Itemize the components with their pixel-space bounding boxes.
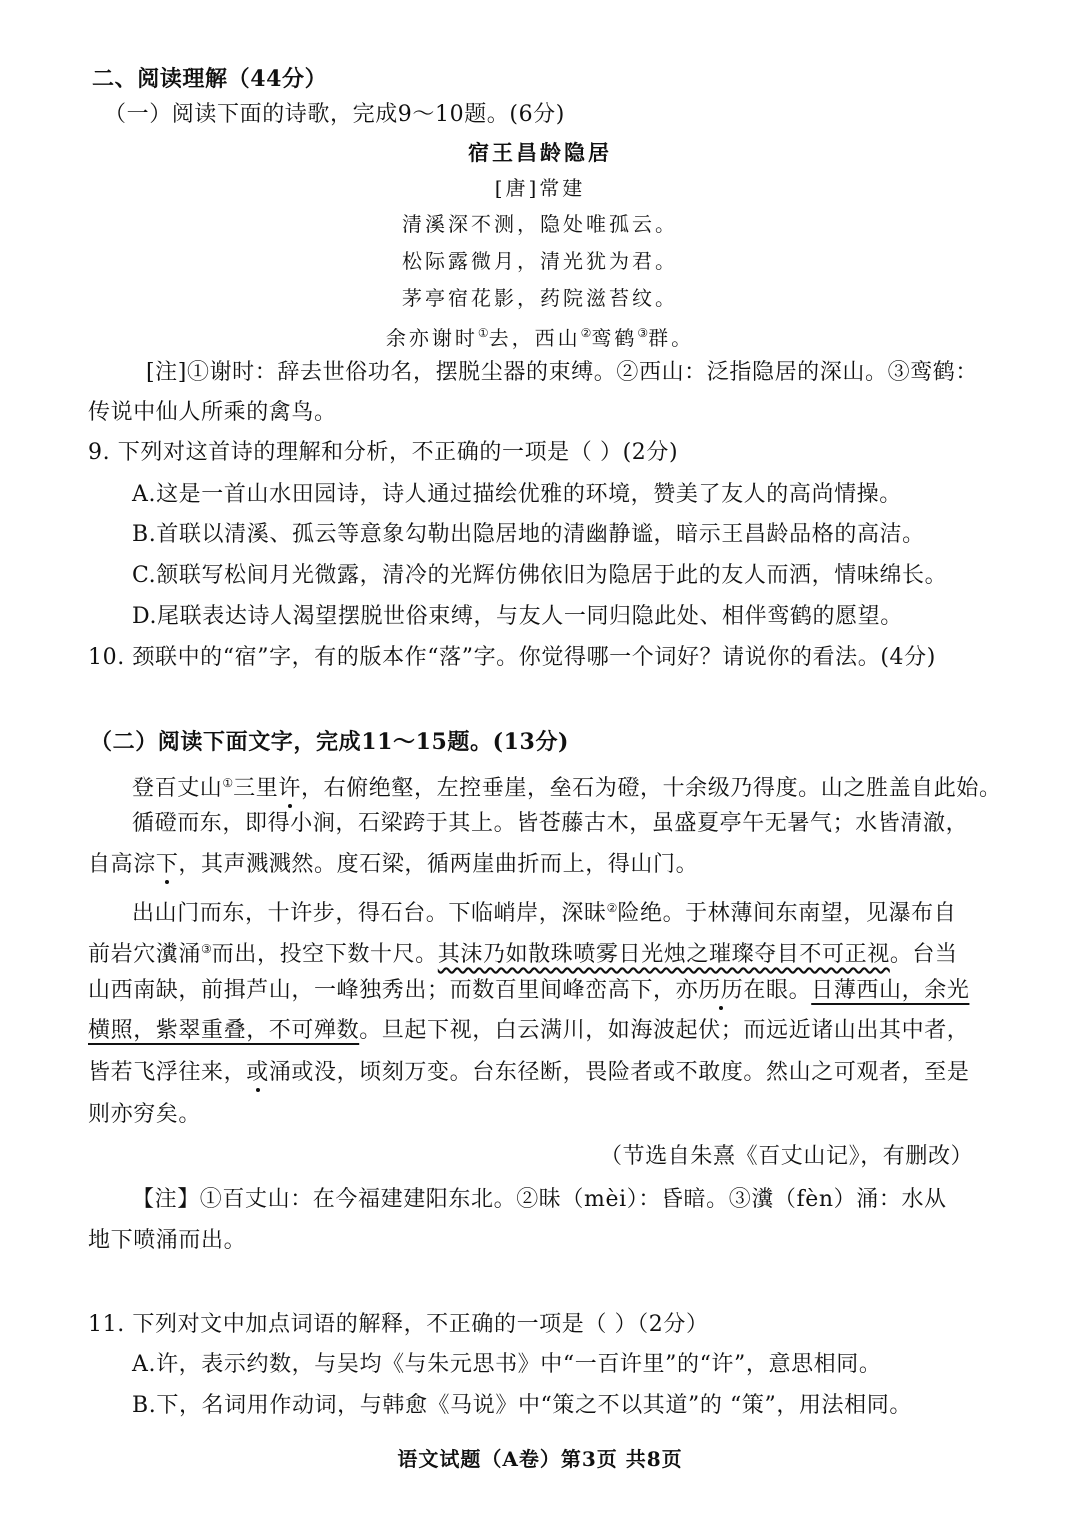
poem-line-1: 清溪深不测，隐处唯孤云。 bbox=[402, 212, 678, 236]
passage-paragraph-3-line-3: 山西南缺，前揖芦山，一峰独秀出；而数百里间峰峦高下，亦历历在眼。日薄西山，余光 bbox=[88, 978, 970, 1003]
poem-line-2: 松际露微月，清光犹为君。 bbox=[402, 249, 678, 273]
dotted-word: 或 bbox=[246, 1060, 269, 1085]
dotted-word: 下 bbox=[155, 852, 179, 877]
part1-heading: （一）阅读下面的诗歌，完成9～10题。(6分) bbox=[104, 102, 565, 127]
question-9-stem: 9. 下列对这首诗的理解和分析，不正确的一项是（ ）(2分) bbox=[88, 440, 679, 465]
passage-paragraph-3-line-2: 前岩穴瀵涌③而出，投空下数十尺。其沫乃如散珠喷雾日光烛之璀璨夺目不可正视。台当 bbox=[88, 942, 958, 967]
passage-paragraph-2-line-2: 自高淙下，其声溅溅然。度石梁，循两崖曲折而上，得山门。 bbox=[88, 852, 699, 877]
poem-line-3: 茅亭宿花影，药院滋苔纹。 bbox=[402, 286, 678, 310]
footnote-mark: ③ bbox=[637, 326, 649, 340]
question-11-option-b: B.下，名词用作动词，与韩愈《马说》中“策之不以其道”的 “策”，用法相同。 bbox=[132, 1393, 912, 1418]
part2-heading: （二）阅读下面文字，完成11～15题。(13分) bbox=[90, 729, 570, 755]
question-9-option-b: B.首联以清溪、孤云等意象勾勒出隐居地的清幽静谧，暗示王昌龄品格的高洁。 bbox=[132, 522, 925, 547]
poem-author: [唐]常建 bbox=[494, 176, 586, 200]
wavy-underlined-sentence: 其沫乃如散珠喷雾日光烛之璀璨夺目不可正视 bbox=[437, 942, 890, 967]
footnote-mark: ② bbox=[580, 326, 592, 340]
question-9-option-d: D.尾联表达诗人渴望摆脱世俗束缚，与友人一同归隐此处、相伴鸾鹤的愿望。 bbox=[132, 604, 903, 629]
passage-source: （节选自朱熹《百丈山记》，有删改） bbox=[600, 1144, 974, 1169]
footnote-mark: ① bbox=[477, 326, 489, 340]
dotted-word: 历历 bbox=[698, 978, 744, 1003]
passage-note-line-1: 【注】①百丈山：在今福建建阳东北。②昧（mèi）：昏暗。③瀵（fèn）涌：水从 bbox=[132, 1187, 947, 1212]
passage-paragraph-1: 登百丈山①三里许，右俯绝壑，左控垂崖，垒石为磴，十余级乃得度。山之胜盖自此始。 bbox=[132, 776, 1002, 801]
question-9-option-c: C.颔联写松间月光微露，清冷的光辉仿佛依旧为隐居于此的友人而洒，情味绵长。 bbox=[132, 563, 948, 588]
passage-paragraph-2-line-1: 循磴而东，即得小涧，石梁跨于其上。皆苍藤古木，虽盛夏亭午无暑气；水皆清澈， bbox=[132, 811, 969, 836]
passage-paragraph-3-line-1: 出山门而东，十许步，得石台。下临峭岸，深昧②险绝。于林薄间东南望，见瀑布自 bbox=[132, 901, 957, 926]
question-11-stem: 11. 下列对文中加点词语的解释，不正确的一项是（ ）（2分） bbox=[88, 1312, 709, 1337]
question-11-option-a: A.许，表示约数，与吴均《与朱元思书》中“一百许里”的“许”，意思相同。 bbox=[132, 1352, 882, 1377]
passage-note-line-2: 地下喷涌而出。 bbox=[88, 1228, 247, 1253]
footnote-mark: ① bbox=[222, 776, 234, 790]
question-10-stem: 10. 颈联中的“宿”字，有的版本作“落”字。你觉得哪一个词好？请说你的看法。(4分) bbox=[88, 645, 936, 670]
underlined-sentence: 日薄西山，余光 bbox=[811, 978, 970, 1003]
underlined-sentence: 横照，紫翠重叠，不可殚数 bbox=[88, 1018, 360, 1043]
passage-paragraph-3-line-6: 则亦穷矣。 bbox=[88, 1102, 202, 1127]
poem-title: 宿王昌龄隐居 bbox=[468, 140, 612, 165]
footnote-mark: ② bbox=[606, 901, 618, 915]
passage-paragraph-3-line-4: 横照，紫翠重叠，不可殚数。旦起下视，白云满川，如海波起伏；而远近诸山出其中者， bbox=[88, 1018, 970, 1043]
section-heading: 二、阅读理解（44分） bbox=[92, 66, 328, 92]
dotted-word: 许 bbox=[278, 776, 301, 801]
question-9-option-a: A.这是一首山水田园诗，诗人通过描绘优雅的环境，赞美了友人的高尚情操。 bbox=[132, 482, 902, 507]
passage-paragraph-3-line-5: 皆若飞浮往来，或涌或没，顷刻万变。台东径断，畏险者或不敢度。然山之可观者，至是 bbox=[88, 1060, 970, 1085]
poem-note-line-1: [注]①谢时：辞去世俗功名，摆脱尘器的束缚。②西山：泛指隐居的深山。③鸾鹤： bbox=[146, 360, 978, 385]
poem-line-4: 余亦谢时①去，西山②鸾鹤③群。 bbox=[385, 326, 695, 350]
page-footer: 语文试题（A卷）第3页 共8页 bbox=[397, 1447, 683, 1471]
footnote-mark: ③ bbox=[201, 942, 212, 956]
poem-note-line-2: 传说中仙人所乘的禽鸟。 bbox=[88, 400, 337, 425]
